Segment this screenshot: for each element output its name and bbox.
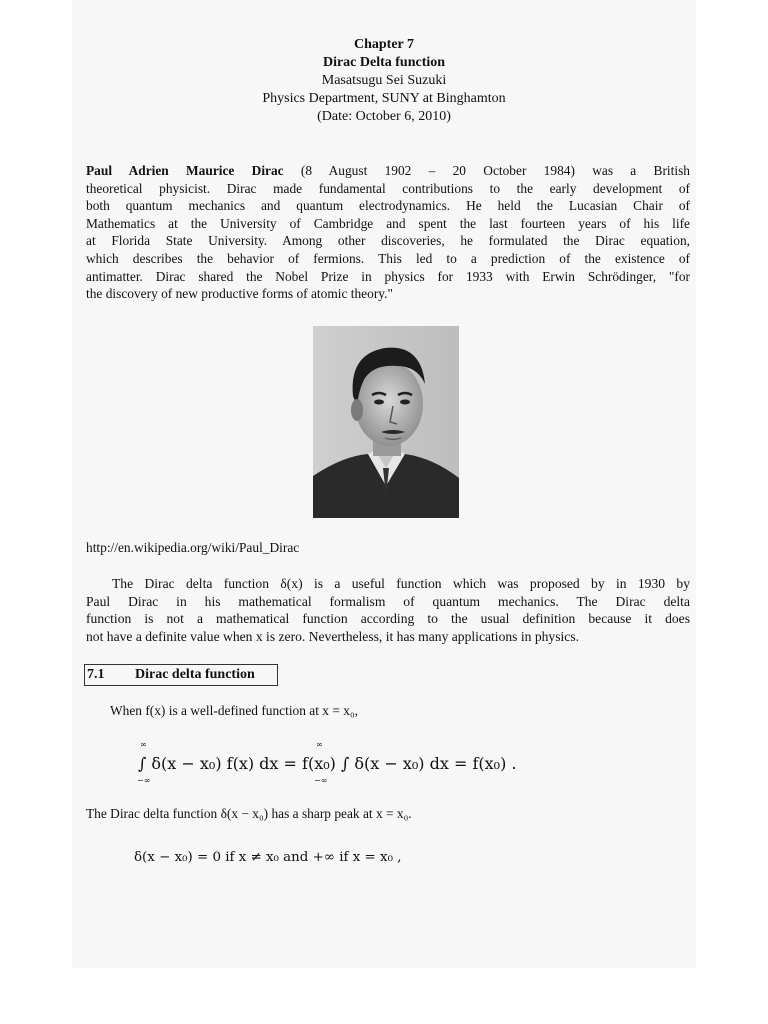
integral-lower-limit: −∞ [314, 776, 328, 785]
chapter-label: Chapter 7 [353, 37, 415, 52]
delta-definition: δ(x − x₀) = 0 if x ≠ x₀ and +∞ if x = x₀ , [134, 850, 402, 865]
bio-line: Mathematics at the University of Cambridge and spent the last fourteen years of his life [86, 215, 690, 231]
bio-line: at Florida State University. Among other discoveries, he formulated the Dirac equation, [86, 233, 690, 249]
bio-line: both quantum mechanics and quantum electrodynamics. He held the Lucasian Chair of [86, 198, 690, 214]
when-text: When f(x) is a well-defined function at x = x₀, [110, 703, 358, 718]
integral-upper-limit: ∞ [316, 740, 323, 749]
intro-line: Paul Dirac in his mathematical formalism of quantum mechanics. The Dirac delta [86, 593, 690, 609]
peak-text: The Dirac delta function δ(x − x₀) has a sharp peak at x = x₀. [86, 806, 412, 821]
intro-line: The Dirac delta function δ(x) is a useful function which was proposed by in 1930 by [112, 576, 690, 591]
bio-line: theoretical physicist. Dirac made fundamental contributions to the early development of [86, 180, 690, 196]
integral-upper-limit: ∞ [140, 740, 147, 749]
author-name: Masatsugu Sei Suzuki [321, 73, 447, 88]
bio-paragraph [86, 162, 690, 303]
bio-line: the discovery of new productive forms of atomic theory." [86, 286, 393, 302]
portrait-image [313, 326, 459, 518]
bio-line: (8 August 1902 – 20 October 1984) was a British [283, 163, 690, 178]
integral-equation: ∫ δ(x − x₀) f(x) dx = f(x₀) ∫ δ(x − x₀) dx = f(x₀) . [138, 754, 517, 773]
bio-name: Paul Adrien Maurice Dirac [86, 163, 284, 178]
section-title: Dirac delta function [135, 667, 255, 682]
integral-lower-limit: −∞ [137, 776, 151, 785]
document-date: (Date: October 6, 2010) [317, 109, 451, 124]
intro-paragraph [86, 575, 690, 645]
wikipedia-url: http://en.wikipedia.org/wiki/Paul_Dirac [86, 540, 300, 555]
section-number: 7.1 [87, 667, 105, 682]
dirac-portrait-photo [313, 326, 459, 518]
department-name: Physics Department, SUNY at Binghamton [262, 91, 506, 106]
section-heading [84, 664, 278, 686]
bio-line: antimatter. Dirac shared the Nobel Prize in physics for 1933 with Erwin Schrödinger, "for [86, 268, 690, 284]
document-header [72, 36, 696, 126]
intro-line: function is not a mathematical function according to the usual definition because it does [86, 611, 690, 627]
chapter-title: Dirac Delta function [322, 55, 446, 70]
intro-line: not have a definite value when x is zero. Nevertheless, it has many applications in physics. [86, 628, 580, 644]
bio-line: which describes the behavior of fermions. This led to a prediction of the existence of [86, 250, 690, 266]
